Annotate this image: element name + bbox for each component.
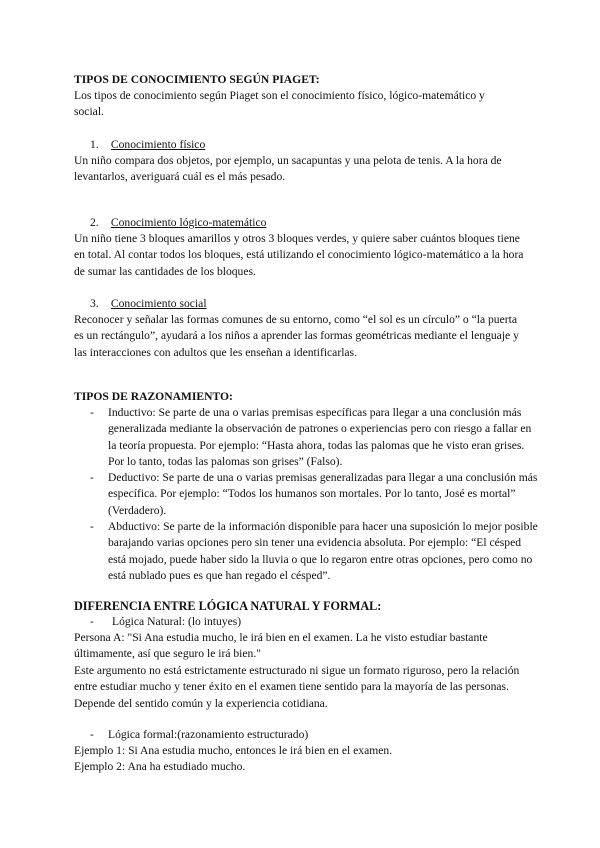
piaget-item-2-heading-row (90, 215, 266, 231)
piaget-title: TIPOS DE CONOCIMIENTO SEGÚN PIAGET: (74, 73, 320, 86)
logica-formal-example-1: Ejemplo 1: Si Ana estudia mucho, entonces le irá bien en el examen. (74, 744, 393, 757)
logica-title: DIFERENCIA ENTRE LÓGICA NATURAL Y FORMAL: (74, 599, 382, 613)
logica-natural-explanation: Este argumento no está estrictamente estructurado ni sigue un formato riguroso, pero la relación entre estudiar mucho y tener éxito en el examen tiene sentido para la mayoría de las personas. Depende del sentido común y la experiencia cotidiana. (74, 664, 520, 710)
list-number: 3. (90, 297, 99, 310)
list-number: 2. (90, 216, 99, 229)
list-number: 1. (90, 138, 99, 151)
piaget-item-1-heading-row (90, 137, 205, 153)
razonamiento-text: Abductivo: Se parte de la información disponible para hacer una suposición lo mejor posible barajando varias opciones pero sin tener una evidencia absoluta. Por ejemplo: “El césped está mojado, puede haber sido la lluvia o que lo regaron entre otras opciones, pero como no está nublado pues es que han regado el césped”. (108, 520, 538, 583)
razonamiento-text: Deductivo: Se parte de una o varias premisas generalizadas para llegar a una conclusión más específica. Por ejemplo: “Todos los humanos son mortales. Por lo tanto, José es mortal” (Verdadero). (108, 471, 538, 517)
piaget-item-2-text: Un niño tiene 3 bloques amarillos y otros 3 bloques verdes, y quiere saber cuántos bloques tiene en total. Al contar todos los bloques, está utilizando el conocimiento lógico-matemático a la hora de sumar las cantidades de los bloques. (74, 232, 524, 278)
piaget-item-3-text: Reconocer y señalar las formas comunes de su entorno, como “el sol es un círculo” o “la puerta es un rectángulo”, ayudará a los niños a aprender las formas geométricas mediante el lenguaje y las interacciones con adultos que les enseñan a identificarlas. (74, 313, 519, 359)
list-heading: Conocimiento lógico-matemático (110, 216, 267, 229)
list-heading: Conocimiento social (110, 297, 207, 310)
razonamiento-title: TIPOS DE RAZONAMIENTO: (74, 390, 233, 403)
piaget-item-1-text: Un niño compara dos objetos, por ejemplo, un sacapuntas y una pelota de tenis. A la hora de levantarlos, averiguará cuál es el más pesado. (74, 154, 502, 184)
logica-natural-example: Persona A: "Si Ana estudia mucho, le irá bien en el examen. La he visto estudiar bastante últimamente, así que seguro le irá bien." (74, 631, 488, 661)
list-dash: - (90, 615, 94, 628)
razonamiento-text: Inductivo: Se parte de una o varias premisas específicas para llegar a una conclusión más generalizada mediante la observación de patrones o experiencias pero con riesgo a fallar en la teoría propuesta. Por ejemplo: “Hasta ahora, todas las palomas que he visto eran grises. Por lo tanto, todas las palomas son grises” (Falso). (108, 406, 532, 469)
list-dash: - (90, 520, 94, 533)
logica-natural-label: Lógica Natural: (lo intuyes) (112, 615, 242, 628)
piaget-item-3-heading-row (90, 296, 207, 312)
piaget-intro: Los tipos de conocimiento según Piaget son el conocimiento físico, lógico-matemático y social. (74, 89, 485, 119)
logica-formal-label: Lógica formal:(razonamiento estructurado) (108, 728, 309, 741)
list-dash: - (90, 728, 94, 741)
list-dash: - (90, 471, 94, 484)
logica-formal-example-2: Ejemplo 2: Ana ha estudiado mucho. (74, 760, 246, 773)
list-heading: Conocimiento físico (110, 138, 206, 151)
list-dash: - (90, 406, 94, 419)
